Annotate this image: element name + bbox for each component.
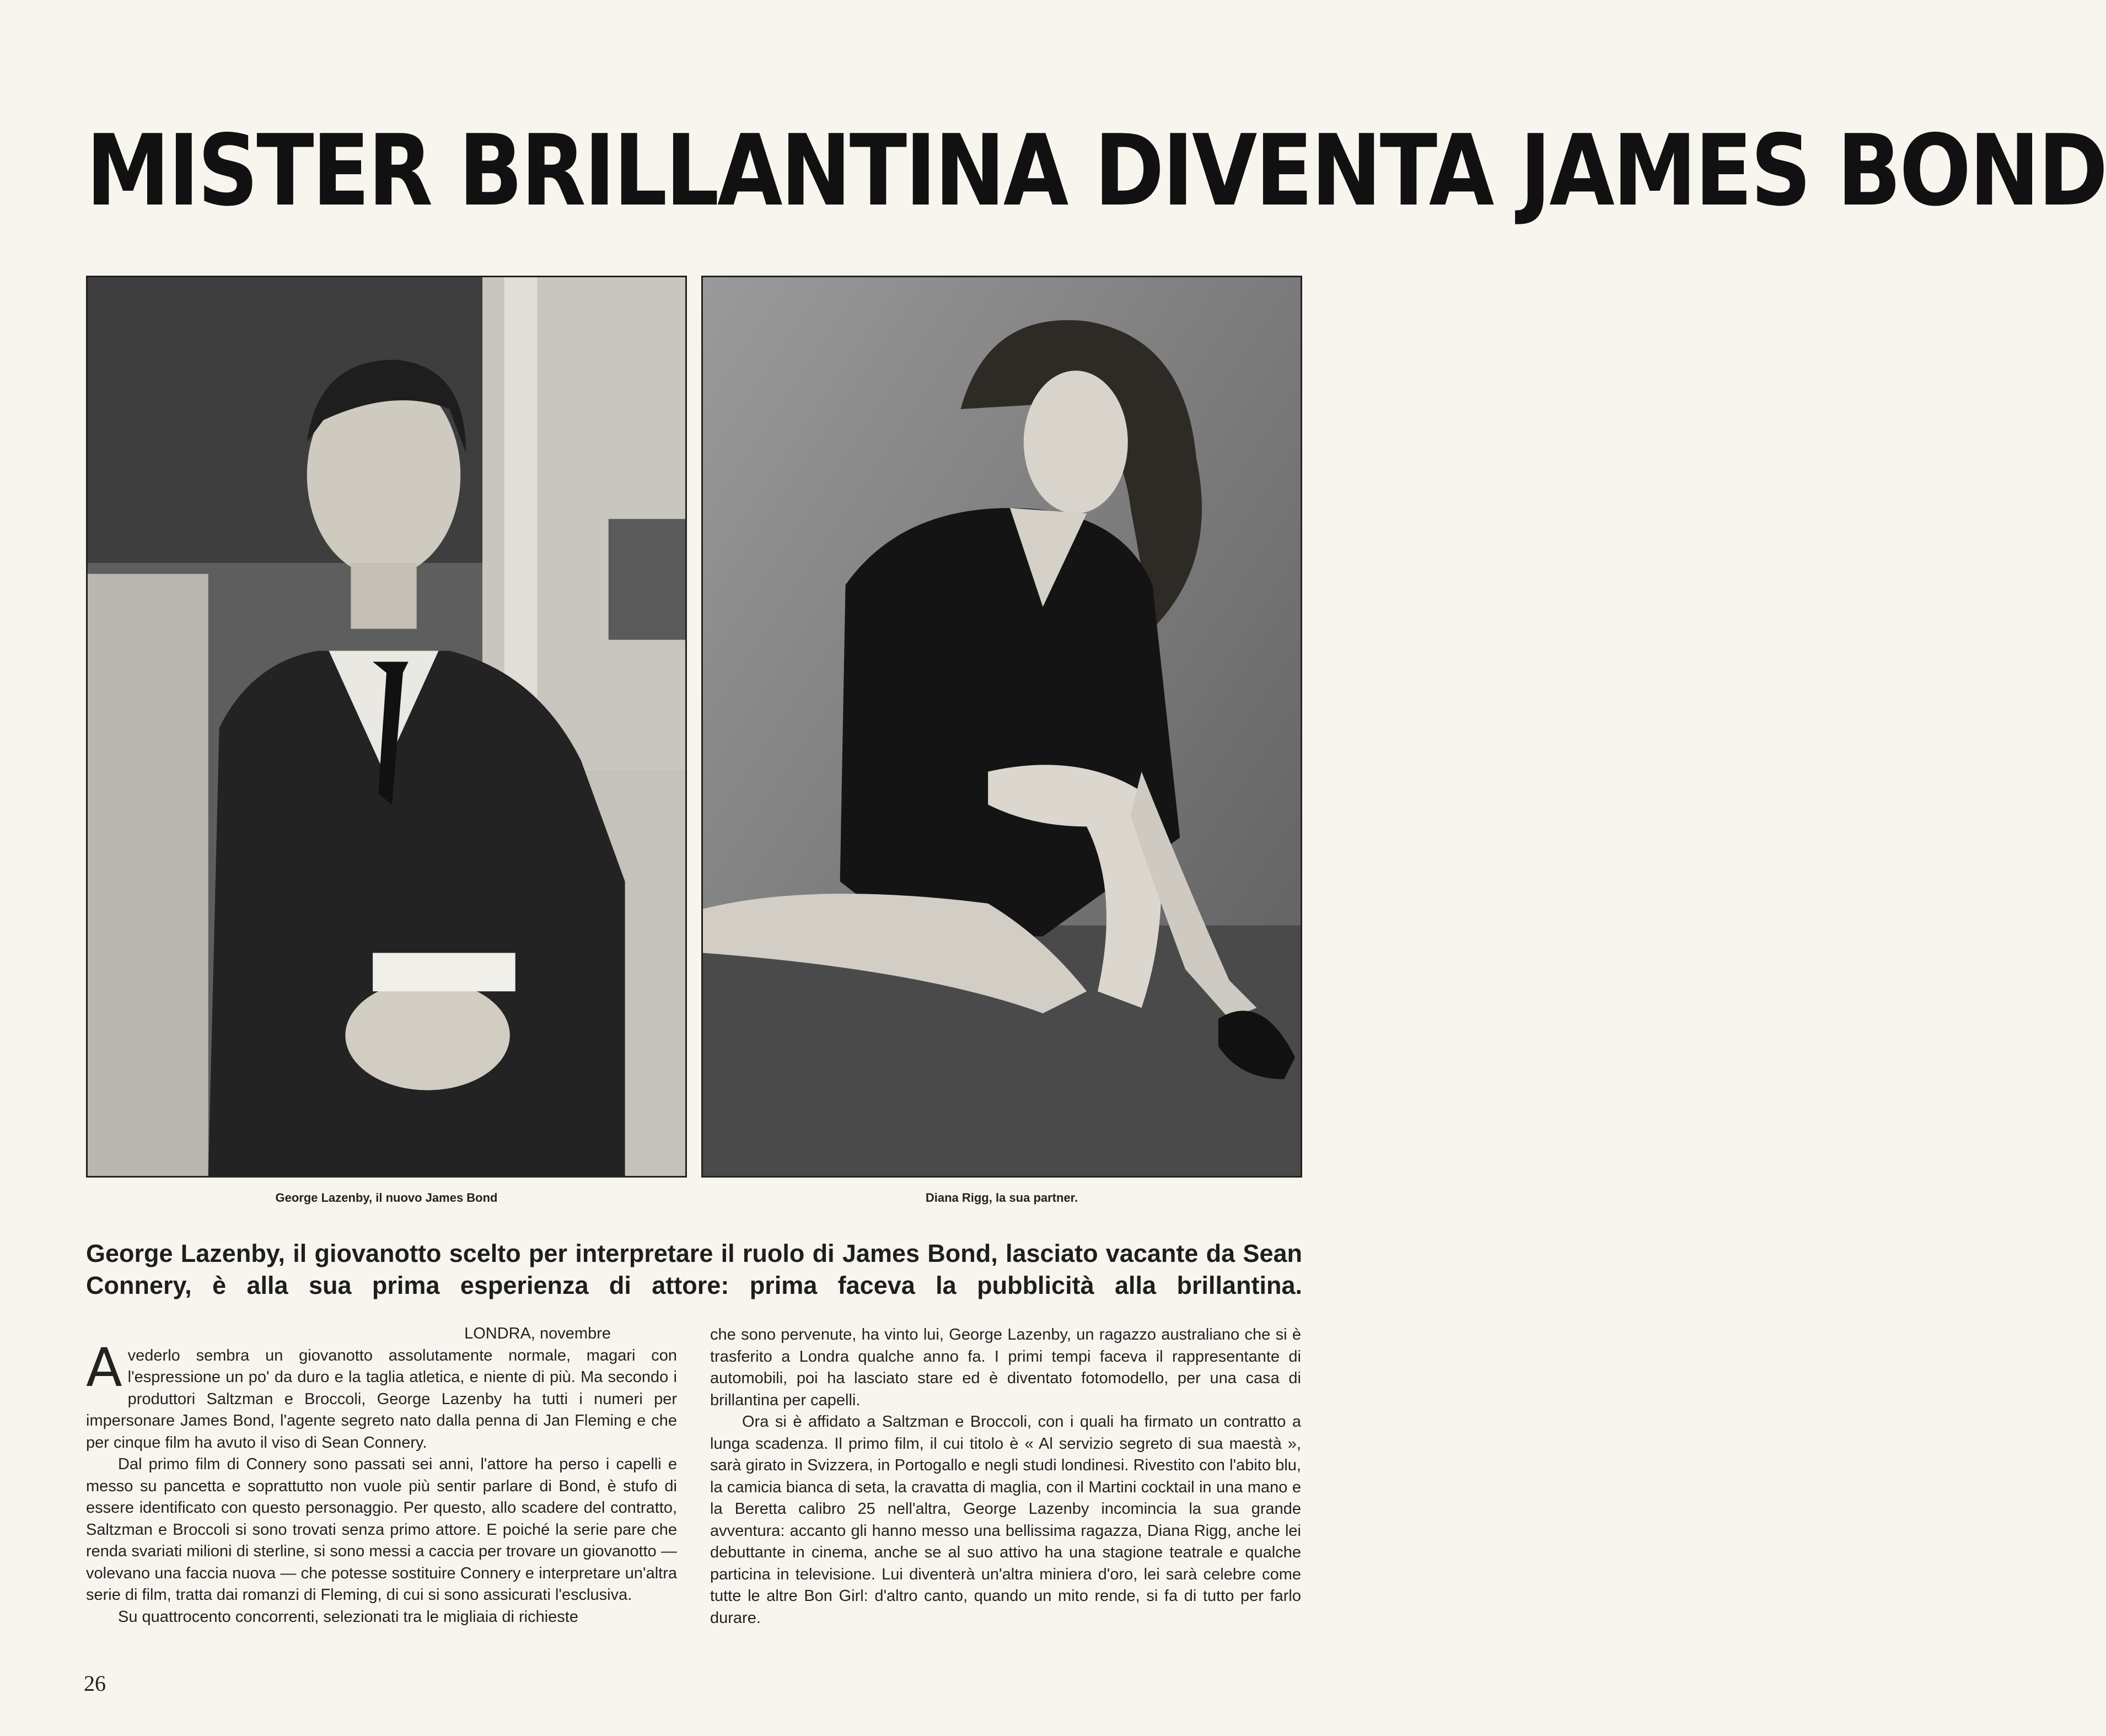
article-paragraph: Dal primo film di Connery sono passati sei anni, l'attore ha perso i capelli e messo su pancetta e soprattutto non vuole più sentir parlare di Bond, è stufo di essere identificato con questo personaggio. Per questo, allo scadere del contratto, Saltzman e Broccoli si sono trovati senza primo attore. E poiché la serie pare che renda svariati milioni di sterline, si sono messi a caccia per trovare un giovanotto — volevano una faccia nuova — che potesse sostituire Connery e interpretare un'altra serie di film, tratta dai romanzi di Fleming, di cui si sono assicurati l'esclusiva. [86, 1455, 677, 1604]
dateline: LONDRA, novembre [464, 1325, 611, 1342]
caption-george-lazenby: George Lazenby, il nuovo James Bond [275, 1191, 498, 1205]
page-number: 26 [84, 1671, 106, 1696]
photo-diana-rigg [701, 276, 1302, 1178]
caption-diana-rigg: Diana Rigg, la sua partner. [925, 1191, 1078, 1205]
drop-cap: A [86, 1336, 122, 1399]
photo-george-lazenby [86, 276, 687, 1178]
article-paragraph: Ora si è affidato a Saltzman e Broccoli, con i quali ha firmato un contratto a lunga scadenza. Il primo film, il cui titolo è « Al servizio segreto di sua maestà », sarà girato in Svizzera, in Portogallo e negli studi londinesi. Rivestito con l'abito blu, la camicia bianca di seta, la cravatta di maglia, con il Martini cocktail in una mano e la Beretta calibro 25 nell'altra, George Lazenby incomincia la sua grande avventura: accanto gli hanno messo una bellissima ragazza, Diana Rigg, anche lei debuttante in cinema, anche se al suo attivo ha una stagione teatrale e qualche particina in televisione. Lui diventerà un'altra miniera d'oro, lei sarà celebre come tutte le altre Bon Girl: d'altro canto, quando un mito rende, si fa di tutto per farlo durare. [710, 1413, 1301, 1627]
headline: MISTER BRILLANTINA DIVENTA JAMES BOND [86, 114, 2106, 228]
photo-george-lazenby-image [88, 277, 685, 1176]
photo-diana-rigg-image [703, 277, 1301, 1176]
article-paragraph-text: vederlo sembra un giovanotto assolutamente normale, magari con l'espressione un po' da duro e la taglia atletica, e niente di più. Ma secondo i produttori Saltzman e Broccoli, George Lazenby ha tutti i numeri per impersonare James Bond, l'agente segreto nato dalla penna di Jan Fleming e che per cinque film ha avuto il viso di Sean Connery. [86, 1346, 677, 1452]
article-column-right [710, 1324, 1301, 1629]
article-paragraph: che sono pervenute, ha vinto lui, George Lazenby, un ragazzo australiano che si è trasferito a Londra qualche anno fa. I primi tempi faceva il rappresentante di automobili, poi ha lasciato stare ed è diventato fotomodello, per una casa di brillantina per capelli. [710, 1326, 1301, 1409]
article-column-left [86, 1323, 677, 1628]
standfirst: George Lazenby, il giovanotto scelto per interpretare il ruolo di James Bond, lasciato vacante da Sean Connery, è alla sua prima esperienza di attore: prima faceva la pubblicità alla brillantina. [86, 1239, 1302, 1299]
article-paragraph: Su quattrocento concorrenti, selezionati tra le migliaia di richieste [118, 1608, 578, 1626]
article-paragraph [86, 1336, 677, 1454]
